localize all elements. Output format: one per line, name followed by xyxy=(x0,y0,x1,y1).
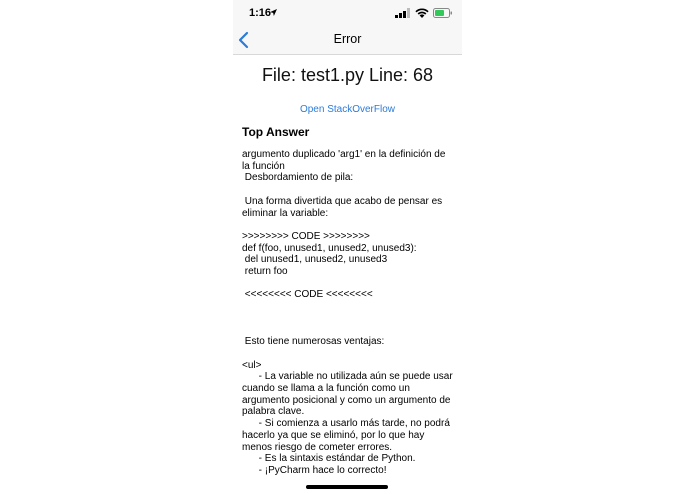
phone-screen xyxy=(233,0,462,494)
location-arrow-icon xyxy=(270,9,277,16)
home-indicator[interactable] xyxy=(306,485,388,489)
status-bar xyxy=(233,0,462,26)
error-file-line: File: test1.py Line: 68 xyxy=(261,65,434,85)
nav-title: Error xyxy=(333,32,362,46)
open-stackoverflow-link[interactable]: Open StackOverFlow xyxy=(299,104,396,115)
navigation-bar xyxy=(233,26,462,55)
top-answer-heading: Top Answer xyxy=(242,125,310,139)
status-time: 1:16 xyxy=(249,7,272,19)
battery-icon xyxy=(433,8,453,18)
wifi-icon xyxy=(415,8,429,18)
answer-body-text: argumento duplicado 'arg1' en la definición de la función Desbordamiento de pila: Una forma divertida que acabo de pensar es eliminar la variable: >>>>>>>> CODE >>>>>>>> def f(foo, unused1, unused2, unused3): del unused1, unused2, unused3 return foo <<<<<<<< CODE <<<<<<<< Esto tiene numerosas ventajas: <ul> - La variable no utilizada aún se puede usar cuando se llama a la función como un argumento posicional y como un argumento de palabra clave. - Si comienza a usarlo más tarde, no podrá hacerlo ya que se eliminó, por lo que hay menos riesgo de cometer errores. - Es la sintaxis estándar de Python. - ¡PyCharm hace lo correcto! xyxy=(242,149,453,476)
signal-icon xyxy=(395,8,411,18)
status-icons xyxy=(395,8,453,18)
